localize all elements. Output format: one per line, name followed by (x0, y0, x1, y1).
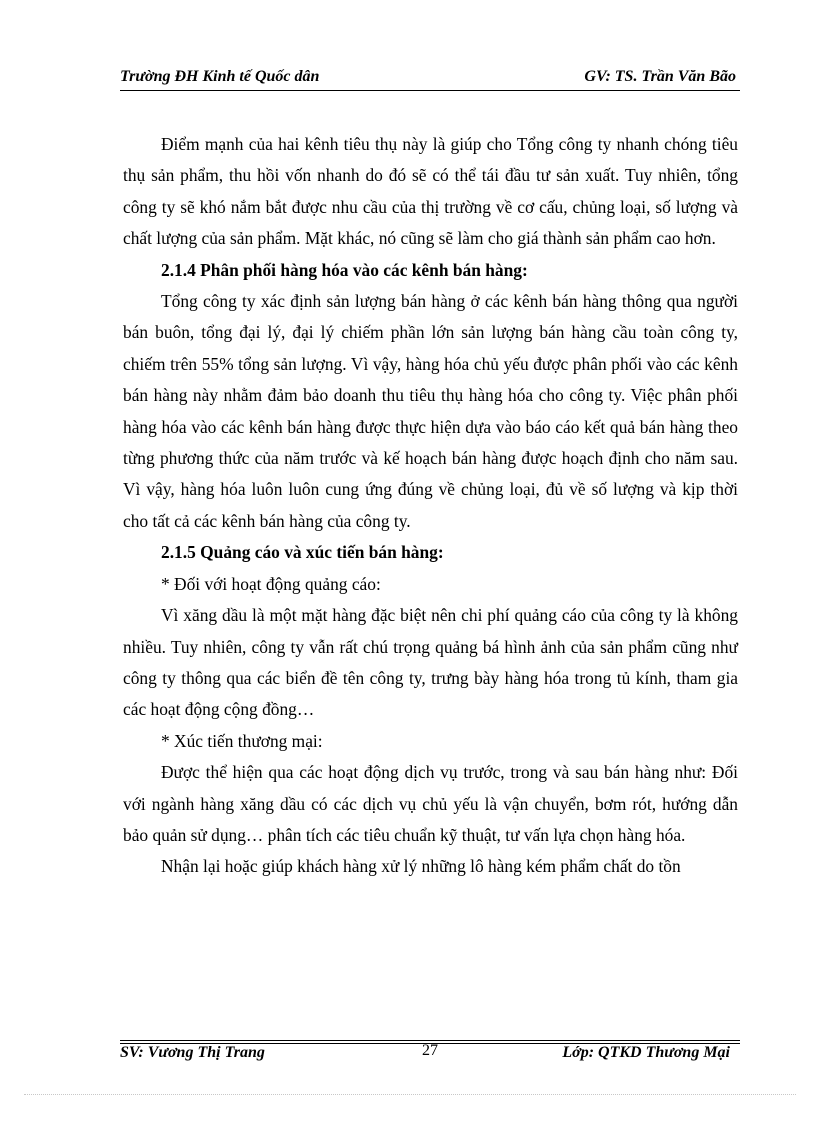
section-heading-2-1-4: 2.1.4 Phân phối hàng hóa vào các kênh bán hàng: (161, 259, 528, 280)
paragraph-returns: Nhận lại hoặc giúp khách hàng xử lý những lô hàng kém phẩm chất do tồn (161, 856, 681, 877)
footer-rule (120, 1040, 740, 1041)
paragraph-advertising: Vì xăng dầu là một mặt hàng đặc biệt nên chi phí quảng cáo của công ty là không nhiều. Tuy nhiên, công ty vẫn rất chú trọng quảng bá hình ảnh của sản phẩm cũng như công ty thông qua các biển đề tên công ty, trưng bày hàng hóa trong tủ kính, tham gia các hoạt động cộng đồng… (123, 605, 738, 720)
header-lecturer: GV: TS. Trần Văn Bão (584, 68, 736, 85)
paragraph-services: Được thể hiện qua các hoạt động dịch vụ trước, trong và sau bán hàng như: Đối với ngành hàng xăng dầu có các dịch vụ chủ yếu là vận chuyển, bơm rót, hướng dẫn bảo quản sử dụng… phân tích các tiêu chuẩn kỹ thuật, tư vấn lựa chọn hàng hóa. (123, 762, 738, 845)
document-body (123, 129, 738, 883)
footer-class: Lớp: QTKD Thương Mại (562, 1044, 730, 1061)
subheading-advertising: * Đối với hoạt động quảng cáo: (161, 573, 381, 594)
page-footer (120, 1044, 740, 1068)
page-edge-divider (24, 1094, 796, 1095)
section-heading-2-1-5: 2.1.5 Quảng cáo và xúc tiến bán hàng: (161, 542, 444, 563)
page-header (120, 66, 740, 91)
header-university: Trường ĐH Kinh tế Quốc dân (120, 68, 320, 85)
page-number: 27 (422, 1042, 438, 1059)
paragraph-distribution: Tổng công ty xác định sản lượng bán hàng ở các kênh bán hàng thông qua người bán buôn, tổng đại lý, đại lý chiếm phần lớn sản lượng bán hàng cầu toàn công ty, chiếm trên 55% tổng sản lượng. Vì vậy, hàng hóa chủ yếu được phân phối vào các kênh bán hàng này nhằm đảm bảo doanh thu tiêu thụ hàng hóa cho công ty. Việc phân phối hàng hóa vào các kênh bán hàng được thực hiện dựa vào báo cáo kết quả bán hàng theo từng phương thức của năm trước và kế hoạch bán hàng được hoạch định cho năm sau. Vì vậy, hàng hóa luôn luôn cung ứng đúng về chủng loại, đủ về số lượng và kịp thời cho tất cả các kênh bán hàng của công ty. (123, 291, 738, 531)
footer-student: SV: Vương Thị Trang (120, 1044, 265, 1061)
paragraph-channel-strengths: Điểm mạnh của hai kênh tiêu thụ này là giúp cho Tổng công ty nhanh chóng tiêu thụ sản phẩm, thu hồi vốn nhanh do đó sẽ có thể tái đầu tư sản xuất. Tuy nhiên, tổng công ty sẽ khó nắm bắt được nhu cầu của thị trường về cơ cấu, chủng loại, số lượng và chất lượng của sản phẩm. Mặt khác, nó cũng sẽ làm cho giá thành sản phẩm cao hơn. (123, 134, 738, 249)
subheading-trade-promotion: * Xúc tiến thương mại: (161, 730, 323, 751)
